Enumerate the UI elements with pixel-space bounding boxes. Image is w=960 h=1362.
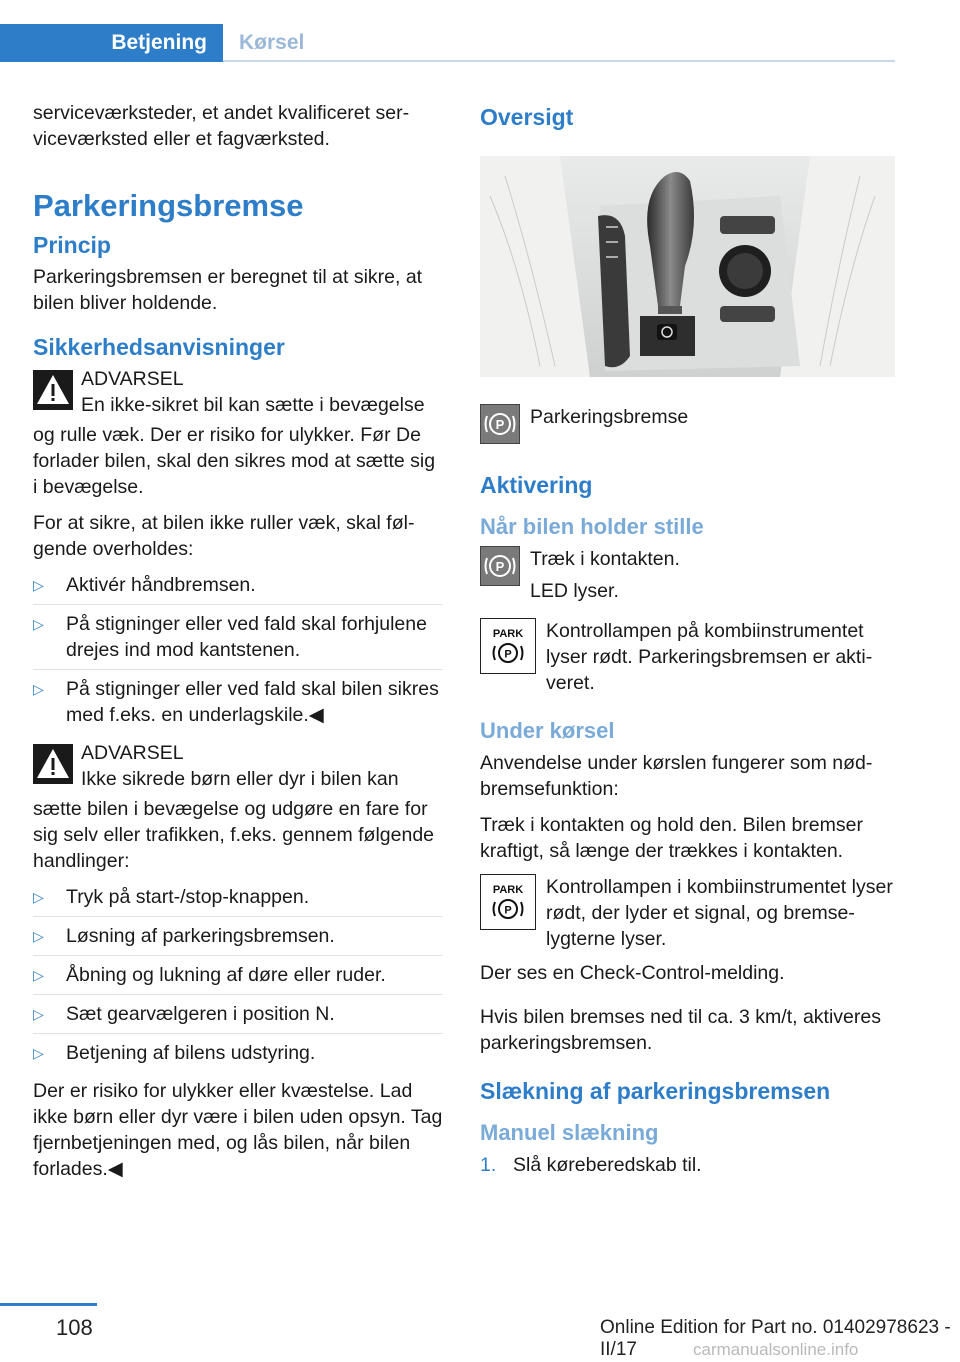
manual-heading: Manuel slækning — [480, 1120, 659, 1145]
warning-text-1: og rulle væk. Der er risiko for ulykker. Før De forlader bilen, skal den sikres mod at sætte sig i bevægelse. — [33, 424, 436, 498]
list-item: ▷ Betjening af bilens udstyring. — [33, 1042, 316, 1064]
park-lamp-row-2 — [480, 874, 895, 952]
release-steps — [480, 1152, 895, 1178]
warning-block-1 — [33, 366, 443, 418]
standing-heading: Når bilen holder stille — [480, 514, 704, 539]
park-indicator-icon — [480, 618, 536, 674]
watermark[interactable]: carmanualsonline.info — [693, 1340, 859, 1359]
triangle-bullet-icon: ▷ — [33, 1045, 44, 1061]
svg-text:P: P — [495, 417, 505, 432]
warning-triangle-icon — [33, 370, 73, 410]
list-item: ▷ Åbning og lukning af døre eller ruder. — [33, 962, 443, 995]
tab-betjening[interactable]: Betjening — [0, 24, 223, 62]
list-item: ▷ Tryk på start-/stop-knappen. — [33, 884, 443, 917]
intro-text: serviceværksteder, et andet kvalificeret serviceværksted eller et fagværksted. — [33, 102, 410, 150]
warning-line-2: Ikke sikrede børn eller dyr i bilen kan — [81, 768, 399, 790]
triangle-bullet-icon: ▷ — [33, 889, 44, 905]
page-number: 108 — [56, 1315, 93, 1340]
triangle-bullet-icon: ▷ — [33, 967, 44, 983]
list-item: ▷ Sæt gearvælgeren i position N. — [33, 1001, 443, 1034]
warning-line-1: En ikke-sikret bil kan sætte i bevægelse — [81, 394, 425, 416]
tab-korsel[interactable]: Kørsel — [239, 31, 305, 54]
princip-text: Parkeringsbremsen er beregnet til at sikre, at bilen bliver holdende. — [33, 266, 423, 314]
svg-text:P: P — [504, 904, 512, 917]
warning-triangle-icon — [33, 744, 73, 784]
pull-switch-row — [480, 546, 895, 604]
triangle-bullet-icon: ▷ — [33, 577, 44, 593]
list-item: ▷ Aktivér håndbremsen. — [33, 572, 443, 605]
speed-text: Hvis bilen bremses ned til ca. 3 km/t, aktiveres parkeringsbremsen. — [480, 1006, 881, 1054]
activation-heading: Aktivering — [480, 472, 593, 498]
svg-text:P: P — [495, 559, 505, 574]
footer-line — [0, 1303, 97, 1306]
parking-brake-icon — [480, 546, 520, 586]
console-photo — [480, 156, 895, 377]
check-control-text: Der ses en Check-Control-melding. — [480, 962, 785, 984]
parking-brake-icon — [480, 404, 520, 444]
edition-text: Online Edition for Part no. 01402978623 - II/17 — [600, 1317, 951, 1360]
closing-text: Der er risiko for ulykker eller kvæstelse. Lad ikke børn eller dyr være i bilen uden opsyn. Tag fjernbetjeningen med, og lås bilen, når bilen forlades.◀ — [33, 1080, 443, 1180]
triangle-bullet-icon: ▷ — [33, 616, 44, 632]
warning-title-1: ADVARSEL — [81, 368, 184, 390]
park-indicator-icon — [480, 874, 536, 930]
park-lamp-row-1 — [480, 618, 895, 696]
park-lamp-text-2: Kontrollampen i kombiinstrumentet lyser rødt, der lyder et signal, og bremselygterne lyser. — [546, 876, 893, 950]
svg-text:PARK: PARK — [492, 628, 524, 640]
svg-text:P: P — [504, 648, 512, 661]
parking-brake-label-row — [480, 404, 895, 446]
princip-heading: Princip — [33, 232, 111, 258]
right-column — [480, 100, 895, 1178]
safety-heading: Sikkerhedsanvisninger — [33, 334, 285, 360]
standing-line-2: LED lyser. — [530, 580, 619, 602]
overview-heading: Oversigt — [480, 104, 574, 130]
svg-text:PARK: PARK — [492, 884, 524, 896]
parking-brake-label: Parkeringsbremse — [530, 406, 689, 428]
warning-text-2: sætte bilen i bevægelse og udgøre en fare for sig selv eller trafikken, f.eks. gennem følgende handlinger: — [33, 798, 435, 872]
triangle-bullet-icon: ▷ — [33, 928, 44, 944]
park-lamp-text-1: Kontrollampen på kombiinstrumentet lyser rødt. Parkeringsbremsen er aktiveret. — [546, 620, 873, 694]
triangle-bullet-icon: ▷ — [33, 1006, 44, 1022]
tab-divider — [223, 60, 895, 62]
warning-block-2 — [33, 740, 443, 792]
action-list — [33, 884, 443, 1072]
precaution-list — [33, 572, 443, 734]
list-item: ▷ På stigninger eller ved fald skal forhjulene drejes ind mod kantstenen. — [33, 611, 443, 670]
driving-text-1: Anvendelse under kørslen fungerer som nødbremsefunktion: — [480, 752, 873, 800]
left-column — [33, 100, 443, 1192]
driving-text-2: Træk i kontakten og hold den. Bilen bremser kraftigt, så længe der trækkes i kontakten. — [480, 814, 863, 862]
release-heading: Slækning af parkeringsbremsen — [480, 1078, 831, 1104]
triangle-bullet-icon: ▷ — [33, 681, 44, 697]
list-item: 1. Slå køreberedskab til. — [480, 1154, 702, 1176]
warning-title-2: ADVARSEL — [81, 742, 184, 764]
list-item: ▷ På stigninger eller ved fald skal bilen sikres med f.eks. en underlagskile.◀ — [33, 678, 439, 726]
secure-text: For at sikre, at bilen ikke ruller væk, skal følgende overholdes: — [33, 512, 415, 560]
list-item: ▷ Løsning af parkeringsbremsen. — [33, 923, 443, 956]
driving-heading: Under kørsel — [480, 718, 615, 743]
tab-bar — [0, 0, 895, 64]
section-title: Parkeringsbremse — [33, 188, 304, 223]
standing-line-1: Træk i kontakten. — [530, 548, 680, 570]
